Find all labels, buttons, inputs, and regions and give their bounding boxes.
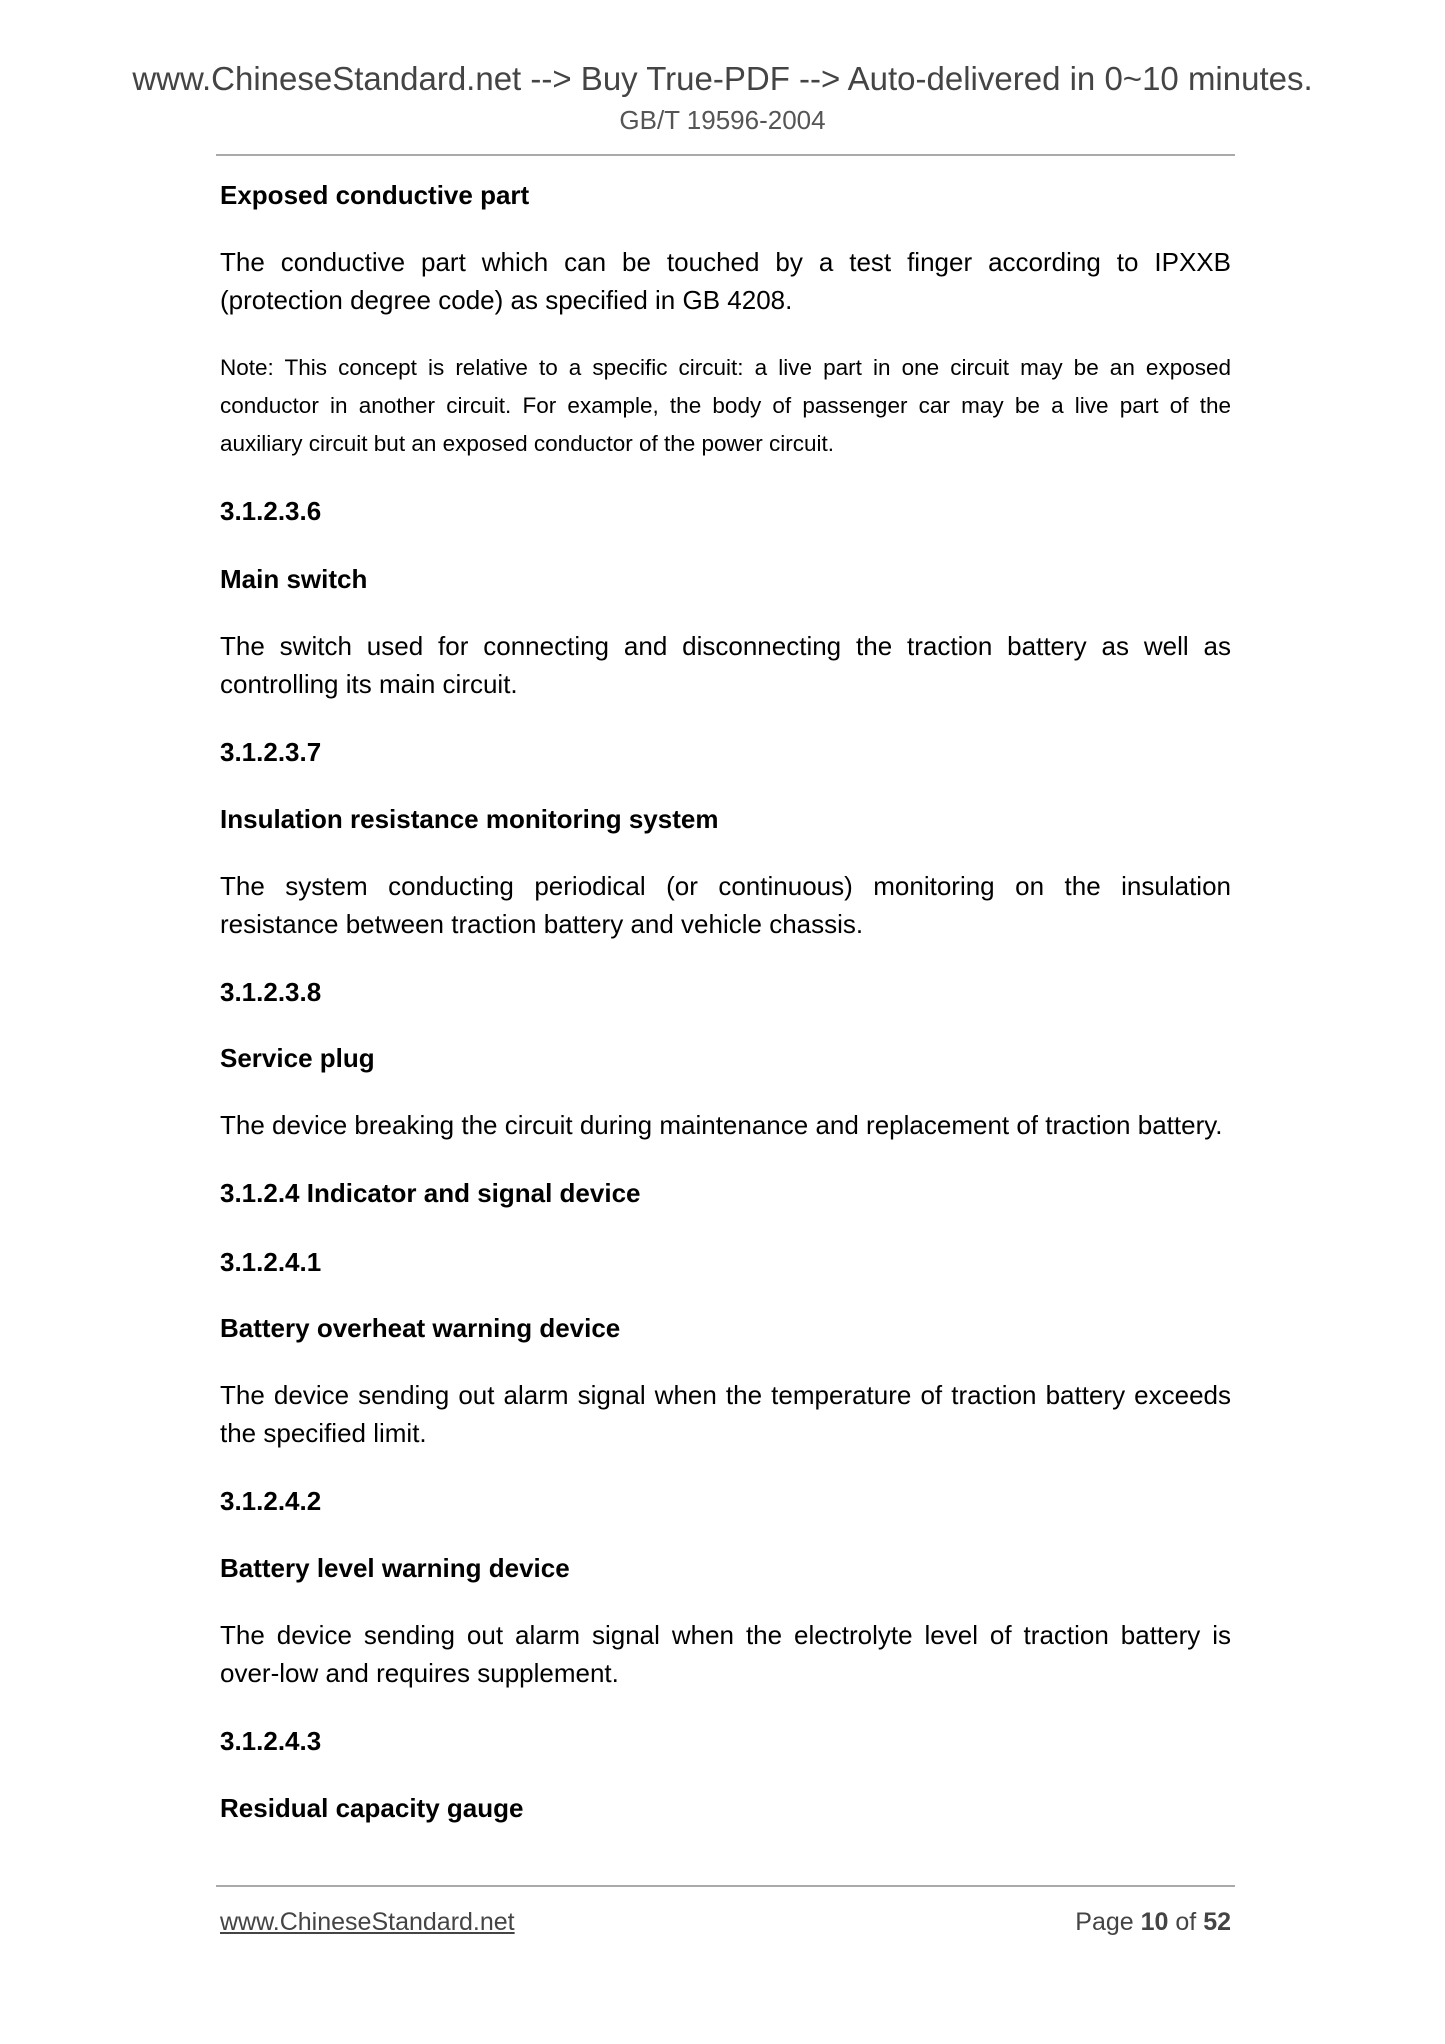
term-note: Note: This concept is relative to a specific circuit: a live part in one circuit may be an exposed conductor in another circuit. For example, the body of passenger car may be a live part of the auxiliary circuit but an exposed conductor of the power circuit. xyxy=(220,355,1231,456)
header-divider xyxy=(216,154,1235,156)
section-number: 3.1.2.4.1 xyxy=(220,1247,322,1277)
section-heading: 3.1.2.4 Indicator and signal device xyxy=(220,1178,641,1208)
page-prefix: Page xyxy=(1075,1908,1141,1936)
footer-divider xyxy=(216,1885,1235,1887)
section-number: 3.1.2.3.6 xyxy=(220,496,322,526)
term-title: Battery level warning device xyxy=(220,1553,570,1583)
term-definition: The switch used for connecting and disconnecting the traction battery as well as controlling its main circuit. xyxy=(220,631,1231,699)
term-title: Main switch xyxy=(220,564,368,594)
term-definition: The system conducting periodical (or continuous) monitoring on the insulation resistance between traction battery and vehicle chassis. xyxy=(220,871,1231,939)
term-definition: The conductive part which can be touched by a test finger according to IPXXB (protection degree code) as specified in GB 4208. xyxy=(220,247,1231,315)
page-current: 10 xyxy=(1140,1908,1169,1936)
section-number: 3.1.2.4.3 xyxy=(220,1726,322,1756)
footer-link[interactable]: www.ChineseStandard.net xyxy=(220,1908,515,1936)
term-definition: The device sending out alarm signal when the electrolyte level of traction battery is over-low and requires supplement. xyxy=(220,1620,1231,1688)
standard-number: GB/T 19596-2004 xyxy=(619,105,826,135)
section-number: 3.1.2.4.2 xyxy=(220,1486,322,1516)
page-of: of xyxy=(1168,1908,1204,1936)
term-title: Exposed conductive part xyxy=(220,180,530,210)
term-title: Service plug xyxy=(220,1043,375,1073)
header-title: www.ChineseStandard.net --> Buy True-PDF --> Auto-delivered in 0~10 minutes. xyxy=(132,60,1313,97)
term-definition: The device sending out alarm signal when the temperature of traction battery exceeds the specified limit. xyxy=(220,1380,1231,1448)
section-number: 3.1.2.3.8 xyxy=(220,977,322,1007)
term-title: Residual capacity gauge xyxy=(220,1793,524,1823)
term-definition: The device breaking the circuit during maintenance and replacement of traction battery. xyxy=(220,1110,1223,1140)
term-title: Battery overheat warning device xyxy=(220,1313,621,1343)
section-number: 3.1.2.3.7 xyxy=(220,737,322,767)
page-indicator xyxy=(1075,1906,1231,1938)
term-title: Insulation resistance monitoring system xyxy=(220,804,719,834)
page-total: 52 xyxy=(1203,1908,1231,1936)
